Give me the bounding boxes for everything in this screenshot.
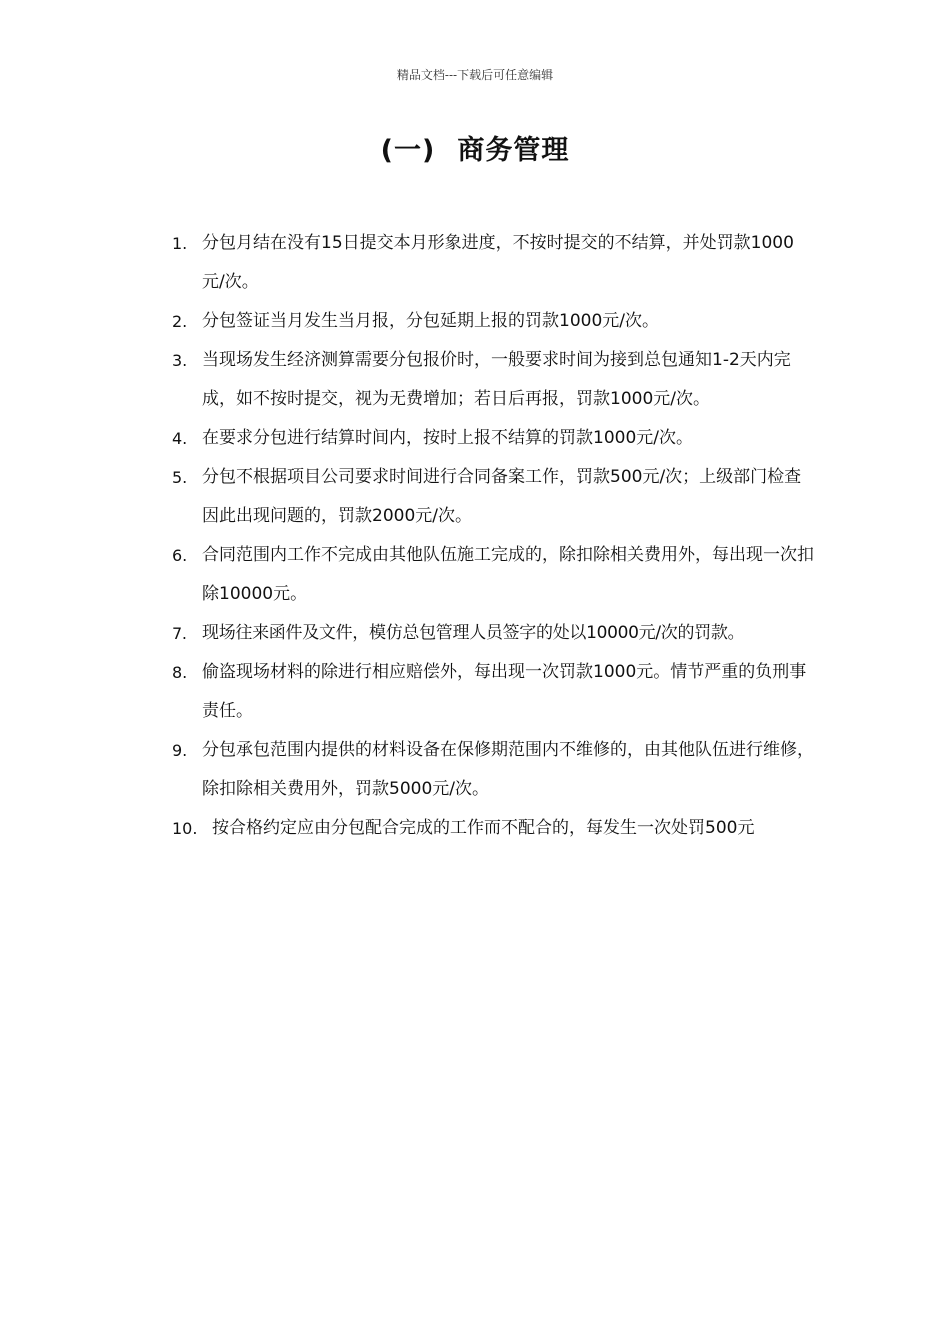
rule-item-9 [172,731,814,809]
page-title [0,128,950,167]
rule-item-7 [172,614,814,653]
rule-text: 当现场发生经济测算需要分包报价时，一般要求时间为接到总包通知1-2天内完成，如不按时提交，视为无费增加；若日后再报，罚款1000元/次。 [202,350,791,409]
rule-text: 分包承包范围内提供的材料设备在保修期范围内不维修的，由其他队伍进行维修，除扣除相关费用外，罚款5000元/次。 [202,740,814,799]
title-number: (一) [380,135,436,166]
rule-text: 分包不根据项目公司要求时间进行合同备案工作，罚款500元/次；上级部门检查因此出现问题的，罚款2000元/次。 [202,467,802,526]
rule-number: 4. [172,429,188,448]
rule-text: 按合格约定应由分包配合完成的工作而不配合的，每发生一次处罚500元 [212,818,755,838]
rule-number: 7. [172,624,187,643]
header-note: 精品文档---下载后可任意编辑 [396,68,554,82]
rule-item-1 [172,224,814,302]
rule-number: 6. [172,546,188,565]
rules-list [172,224,814,848]
title-text: 商务管理 [457,135,570,166]
rule-item-5 [172,458,814,536]
rule-item-3 [172,341,814,419]
rule-item-2 [172,302,814,341]
rule-number: 10. [172,819,198,838]
rule-text: 在要求分包进行结算时间内，按时上报不结算的罚款1000元/次。 [202,428,693,448]
rule-text: 现场往来函件及文件，模仿总包管理人员签字的处以10000元/次的罚款。 [202,623,745,643]
rule-item-10 [172,809,814,848]
rule-number: 3. [172,351,188,370]
rule-text: 合同范围内工作不完成由其他队伍施工完成的，除扣除相关费用外，每出现一次扣除10000元。 [202,545,814,604]
rule-number: 1. [172,234,188,253]
rule-item-8 [172,653,814,731]
rule-item-4 [172,419,814,458]
rule-number: 2. [172,312,188,331]
rule-text: 偷盗现场材料的除进行相应赔偿外，每出现一次罚款1000元。情节严重的负刑事责任。 [202,662,807,721]
rule-text: 分包签证当月发生当月报，分包延期上报的罚款1000元/次。 [202,311,659,331]
rule-text: 分包月结在没有15日提交本月形象进度，不按时提交的不结算，并处罚款1000元/次。 [202,233,794,292]
rule-number: 9. [172,741,188,760]
rule-number: 5. [172,468,188,487]
rule-number: 8. [172,663,188,682]
rule-item-6 [172,536,814,614]
